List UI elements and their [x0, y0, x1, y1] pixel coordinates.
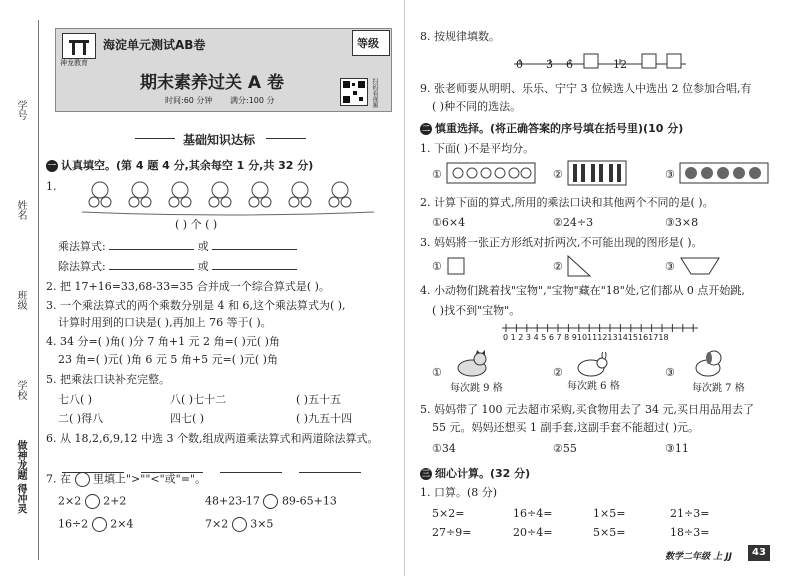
- s2-q4-opt2[interactable]: ②: [553, 366, 563, 379]
- q7-r2-right: [205, 517, 273, 532]
- q4-num-8: 8: [564, 333, 570, 342]
- q6-text: 6. 从 18,2,6,9,12 中选 3 个数,组成两道乘法算式和两道除法算式。: [46, 432, 379, 445]
- q5-r2-c: ( )九五十四: [296, 412, 353, 425]
- q4-num-12: 12: [597, 333, 608, 342]
- section1-heading: [46, 157, 313, 173]
- grade-label: 等级: [357, 37, 379, 50]
- bananas-illustration: [78, 176, 378, 216]
- div-or: 或: [197, 260, 209, 273]
- q3-line2: 计算时用到的口诀是( ),再加上 76 等于( )。: [58, 316, 272, 329]
- q4-num-3: 3: [525, 333, 532, 342]
- s2-q5-opt1[interactable]: ①34: [432, 442, 456, 455]
- div-blank-2[interactable]: [212, 269, 297, 270]
- s2-q4-line1: 4. 小动物们跳着找"宝物","宝物"藏在"18"处,它们都从 0 点开始跳,: [420, 284, 745, 297]
- mult-label: 乘法算式:: [58, 240, 106, 253]
- q7-r1-left: [58, 494, 126, 509]
- page-number: 43: [748, 545, 770, 561]
- q4-num-17: 17: [648, 333, 659, 342]
- section3-heading: [420, 465, 530, 481]
- q4-num-11: 11: [587, 333, 598, 342]
- q4-num-4: 4: [533, 333, 539, 342]
- s3-r1-b: 16÷4=: [513, 507, 553, 520]
- q7-prompt: [46, 472, 206, 487]
- cat-icon: [452, 350, 492, 378]
- s2-q2-opt2[interactable]: ②24÷3: [553, 216, 594, 229]
- q8-box-2[interactable]: [642, 54, 656, 68]
- q7-r1-circle-2[interactable]: [263, 494, 278, 509]
- rabbit-icon: [573, 352, 613, 378]
- q4-num-5: 5: [541, 333, 547, 342]
- q1-caption-ge: 个: [190, 218, 202, 231]
- option2-stick-bundles: [567, 160, 627, 186]
- q8-number-line: [510, 48, 690, 78]
- q4-num-9: 9: [571, 333, 577, 342]
- mult-blank-2[interactable]: [212, 249, 297, 250]
- q4-num-6: 6: [548, 333, 554, 342]
- s2-q2-opt3[interactable]: ③3×8: [665, 216, 699, 229]
- q4-caption-3: 每次跳 7 格: [692, 383, 745, 394]
- q4-num-10: 10: [576, 333, 588, 342]
- s2-q5-opt3[interactable]: ③11: [665, 442, 689, 455]
- s2-q3-text: 3. 妈妈將一张正方形纸对折两次,不可能出现的图形是( )。: [420, 236, 703, 249]
- s2-q1-text: 1. 下面( )不是平均分。: [420, 142, 535, 155]
- binding-line: [38, 20, 39, 560]
- logo-gate-icon: [63, 34, 95, 58]
- q4-num-2: 2: [518, 333, 524, 342]
- q7-r1-expr-c: 48+23-17: [205, 494, 260, 508]
- s2-q1-opt2[interactable]: ②: [553, 168, 563, 181]
- q1-number: 1.: [46, 180, 57, 193]
- option-square-shape: [446, 256, 466, 276]
- section1-number: 一: [48, 161, 56, 170]
- q7-r2-circle-1[interactable]: [92, 517, 107, 532]
- qr-code: [340, 78, 368, 106]
- q6-blank-3[interactable]: [220, 472, 282, 473]
- section3-number: 三: [422, 469, 430, 478]
- q7-r1-expr-b: 2+2: [103, 494, 127, 508]
- q8-tick-6: 6: [566, 58, 573, 71]
- q4-caption-2: 每次跳 6 格: [567, 381, 620, 392]
- q4-num-18: 18: [658, 333, 669, 342]
- s2-q5-line1: 5. 妈妈带了 100 元去超市采购,买食物用去了 34 元,买日用品用去了: [420, 403, 754, 416]
- q7-prefix: 7. 在: [46, 472, 71, 486]
- s3-r2-b: 20÷4=: [513, 526, 553, 539]
- q4-num-15: 15: [627, 333, 638, 342]
- q4-caption-1: 每次跳 9 格: [450, 383, 503, 394]
- q4-num-0: 0: [503, 333, 509, 342]
- q8-text: 8. 按规律填数。: [420, 30, 500, 43]
- option1-fruit-groups: [446, 162, 536, 184]
- margin-label-school: 学校: [15, 380, 26, 400]
- margin-slogan: 做神龙题 得冲灵: [15, 440, 26, 514]
- s2-q4-opt1[interactable]: ①: [432, 366, 442, 379]
- s3-r1-d: 21÷3=: [670, 507, 710, 520]
- footer-subject: 数学二年级 上 JJ: [665, 552, 732, 562]
- qr-caption: 扫码看视频: [371, 78, 378, 108]
- brand-name: 神龙教育: [60, 59, 88, 67]
- dog-icon: [690, 348, 730, 378]
- div-blank-1[interactable]: [109, 269, 194, 270]
- mult-or: 或: [197, 240, 209, 253]
- s2-q3-opt1[interactable]: ①: [432, 260, 442, 273]
- section2-title: 慎重选择。(将正确答案的序号填在括号里)(10 分): [435, 122, 684, 135]
- q4-num-13: 13: [607, 333, 618, 342]
- q7-r2-left: [58, 517, 133, 532]
- banner-rule-right: [266, 138, 306, 139]
- q4-num-1: 1: [510, 333, 516, 342]
- s2-q1-opt3[interactable]: ③: [665, 168, 675, 181]
- s2-q4-line2: ( )找不到"宝物"。: [432, 304, 521, 317]
- s3-r1-c: 1×5=: [593, 507, 626, 520]
- q8-tick-3: 3: [546, 58, 553, 71]
- q4-num-7: 7: [556, 333, 562, 342]
- q8-box-3[interactable]: [667, 54, 681, 68]
- q4-number-line: [500, 322, 700, 332]
- q7-r2-expr-c: 7×2: [205, 517, 229, 531]
- score-label: 满分:100 分: [230, 96, 275, 105]
- q4-number-labels: [503, 333, 669, 342]
- q1-div-row: [58, 260, 297, 273]
- s3-r1-a: 5×2=: [432, 507, 465, 520]
- q4-line2: 23 角=( )元( )角 6 元 5 角+5 元=( )元( )角: [58, 353, 278, 366]
- q2-text: 2. 把 17+16=33,68-33=35 合并成一个综合算式是( )。: [46, 280, 330, 293]
- s2-q2-text: 2. 计算下面的算式,所用的乘法口诀和其他两个不同的是( )。: [420, 196, 714, 209]
- series-title: 海淀单元测试AB卷: [103, 38, 206, 52]
- q9-line2: ( )种不同的选法。: [432, 100, 522, 113]
- q5-r2-a: 二( )得八: [58, 412, 104, 425]
- s2-q4-opt3[interactable]: ③: [665, 366, 675, 379]
- q7-prompt-circle: [75, 472, 90, 487]
- s3-sub: 1. 口算。(8 分): [420, 486, 498, 499]
- q7-r1-expr-a: 2×2: [58, 494, 82, 508]
- s2-q5-opt2[interactable]: ②55: [553, 442, 577, 455]
- page-gutter: [404, 0, 405, 576]
- section2-number: 二: [422, 124, 430, 133]
- q7-r1-expr-d: 89-65+13: [281, 494, 337, 508]
- div-label: 除法算式:: [58, 260, 106, 273]
- logo-emblem: [62, 33, 96, 59]
- q7-r2-expr-b: 2×4: [110, 517, 134, 531]
- section2-heading: [420, 120, 683, 136]
- margin-label-class: 班级: [15, 290, 26, 310]
- q8-box-1[interactable]: [584, 54, 598, 68]
- q5-r1-c: ( )五十五: [296, 393, 342, 406]
- s3-r2-d: 18÷3=: [670, 526, 710, 539]
- s3-r2-a: 27÷9=: [432, 526, 472, 539]
- q4-num-14: 14: [617, 333, 628, 342]
- s2-q2-opt1[interactable]: ①6×4: [432, 216, 466, 229]
- q7-r1-right: [205, 494, 337, 509]
- banner-rule-left: [135, 138, 175, 139]
- q8-tick-12: 12: [613, 58, 627, 71]
- section1-title: 认真填空。(第 4 题 4 分,其余每空 1 分,共 32 分): [61, 159, 314, 172]
- s2-q3-opt2[interactable]: ②: [553, 260, 563, 273]
- q5-r1-a: 七八( ): [58, 393, 93, 406]
- q4-num-16: 16: [637, 333, 649, 342]
- q4-line1: 4. 34 分=( )角( )分 7 角+1 元 2 角=( )元( )角: [46, 335, 280, 348]
- q1-caption-blank1: ( ): [175, 218, 188, 231]
- q7-suffix: 里填上">""<"或"="。: [93, 472, 207, 486]
- q5-r2-b: 四七( ): [170, 412, 205, 425]
- q1-mult-row: [58, 240, 297, 253]
- margin-label-name: 姓名: [15, 200, 26, 220]
- q6-blank-4[interactable]: [299, 472, 361, 473]
- section3-title: 细心计算。(32 分): [435, 467, 531, 480]
- q8-tick-0: 0: [516, 58, 523, 71]
- q1-caption-blank2: ( ): [205, 218, 218, 231]
- q1-caption: [175, 218, 217, 231]
- option-trapezoid-shape: [679, 256, 721, 276]
- s2-q3-opt3[interactable]: ③: [665, 260, 675, 273]
- option3-apple-groups: [679, 162, 769, 184]
- q7-r2-expr-a: 16÷2: [58, 517, 89, 531]
- option-triangle-shape: [566, 254, 592, 278]
- margin-label-student-id: 学号: [15, 100, 26, 120]
- q9-line1: 9. 张老师要从明明、乐乐、宁宁 3 位候选人中选出 2 位参加合唱,有: [420, 82, 752, 95]
- mult-blank-1[interactable]: [109, 249, 194, 250]
- q3-line1: 3. 一个乘法算式的两个乘数分别是 4 和 6,这个乘法算式为( ),: [46, 299, 346, 312]
- s2-q5-line2: 55 元。妈妈还想买 1 副手套,这副手套不能超过( )元。: [432, 421, 700, 434]
- q5-r1-b: 八( )七十二: [170, 393, 227, 406]
- q7-r2-expr-d: 3×5: [250, 517, 274, 531]
- section-banner: 基础知识达标: [183, 133, 256, 147]
- s3-r2-c: 5×5=: [593, 526, 626, 539]
- exam-title: 期末素养过关 A 卷: [140, 73, 284, 93]
- q7-r1-circle-1[interactable]: [85, 494, 100, 509]
- s2-q1-opt1[interactable]: ①: [432, 168, 442, 181]
- time-label: 时间:60 分钟: [165, 96, 213, 105]
- q7-r2-circle-2[interactable]: [232, 517, 247, 532]
- q5-text: 5. 把乘法口诀补充完整。: [46, 373, 170, 386]
